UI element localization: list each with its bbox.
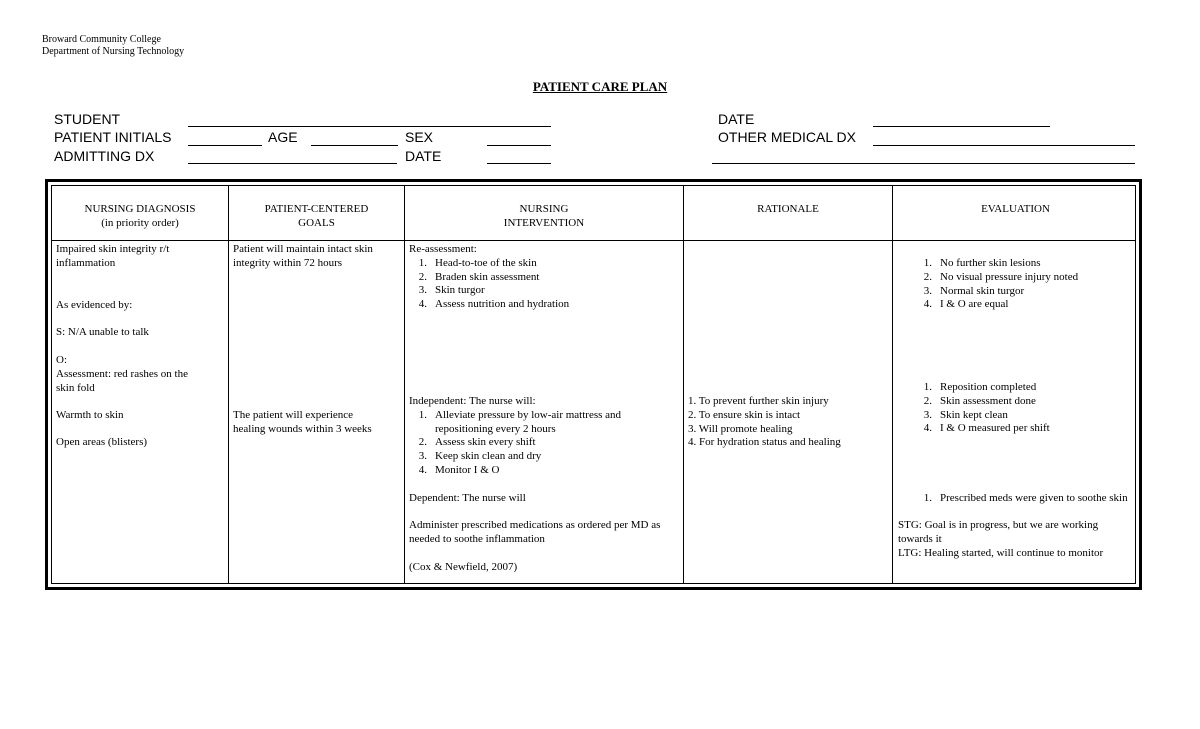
goal-2 bbox=[233, 409, 403, 437]
diagnosis-text: Impaired skin integrity r/t bbox=[56, 243, 170, 255]
dependent-label: Dependent: The nurse will bbox=[409, 492, 526, 504]
list-item-text: Skin turgor bbox=[435, 284, 485, 297]
rationale-cell bbox=[688, 395, 888, 450]
open-areas: Open areas (blisters) bbox=[56, 436, 148, 448]
column-divider bbox=[404, 186, 405, 583]
student-field[interactable] bbox=[188, 126, 551, 127]
list-item-text: Skin assessment done bbox=[940, 394, 1036, 407]
header-line: NURSING DIAGNOSIS bbox=[84, 203, 196, 215]
list-item: 3. Skin kept clean bbox=[923, 408, 1008, 421]
header-rationale: RATIONALE bbox=[757, 203, 819, 215]
patient-initials-field[interactable] bbox=[188, 145, 262, 146]
evaluation-list bbox=[918, 492, 1136, 506]
list-item: 2. Assess skin every shift bbox=[418, 436, 536, 449]
goal-text: healing wounds within 3 weeks bbox=[233, 422, 372, 435]
list-item: 1. Reposition completed bbox=[923, 381, 1037, 393]
rationale-item: 1. To prevent further skin injury bbox=[688, 395, 829, 407]
evaluation-list bbox=[918, 257, 1136, 312]
student-label: STUDENT bbox=[54, 111, 121, 127]
diagnosis-text: inflammation bbox=[56, 256, 116, 269]
list-item: 3. Normal skin turgor bbox=[923, 284, 1025, 297]
reassessment-list bbox=[413, 257, 679, 312]
list-item: 4. I & O are equal bbox=[923, 298, 1009, 311]
independent-block bbox=[409, 395, 679, 478]
header-line: (in priority order) bbox=[101, 217, 179, 229]
goal-text: integrity within 72 hours bbox=[233, 256, 343, 269]
header-intervention bbox=[405, 202, 683, 230]
list-item-text: Assess skin every shift bbox=[435, 436, 536, 449]
age-label: AGE bbox=[268, 129, 298, 145]
list-item: 1. Head-to-toe of the skin bbox=[418, 256, 537, 269]
goal-text: Patient will maintain intact skin bbox=[233, 243, 373, 255]
diagnosis-cell bbox=[56, 243, 226, 271]
warmth-to-skin: Warmth to skin bbox=[56, 409, 124, 421]
rationale-item: 2. To ensure skin is intact bbox=[688, 408, 801, 421]
independent-label: Independent: The nurse will: bbox=[409, 395, 536, 407]
header-line: INTERVENTION bbox=[503, 217, 585, 229]
care-plan-grid bbox=[51, 185, 1136, 584]
independent-list bbox=[413, 409, 661, 478]
list-item-text: Reposition completed bbox=[940, 381, 1037, 393]
list-item-text: Monitor I & O bbox=[435, 463, 500, 476]
list-item-text: No further skin lesions bbox=[940, 257, 1041, 269]
sex-label: SEX bbox=[405, 129, 434, 145]
evaluation-group-1 bbox=[918, 257, 1136, 312]
list-item-text: Prescribed meds were given to soothe skin bbox=[940, 492, 1128, 504]
evidenced-by: As evidenced by: bbox=[56, 299, 133, 311]
ltg-evaluation: LTG: Healing started, will continue to monitor bbox=[898, 547, 1104, 559]
list-item: 2. No visual pressure injury noted bbox=[923, 270, 1079, 283]
list-item: 3. Skin turgor bbox=[418, 284, 485, 297]
date-label: DATE bbox=[718, 111, 755, 127]
rationale-item: 4. For hydration status and healing bbox=[688, 436, 841, 449]
header-line: GOALS bbox=[298, 217, 335, 229]
header-line: NURSING bbox=[519, 203, 569, 215]
subjective-data: S: N/A unable to talk bbox=[56, 326, 149, 338]
list-item: 1. No further skin lesions bbox=[923, 257, 1041, 269]
list-item: 1. Alleviate pressure by low-air mattress and repositioning every 2 hours bbox=[418, 408, 622, 435]
objective-data bbox=[56, 354, 226, 395]
list-item-text: Assess nutrition and hydration bbox=[435, 298, 570, 311]
rationale-item: 3. Will promote healing bbox=[688, 422, 793, 435]
column-divider bbox=[228, 186, 229, 583]
age-field[interactable] bbox=[311, 145, 398, 146]
admitting-dx-field[interactable] bbox=[188, 163, 397, 164]
administer-medications: Administer prescribed medications as ordered per MD as needed to soothe inflammation bbox=[409, 519, 661, 545]
assessment-text: skin fold bbox=[56, 381, 95, 394]
evaluation-list bbox=[918, 381, 1136, 436]
list-item-text: Braden skin assessment bbox=[435, 270, 540, 283]
admit-date-label: DATE bbox=[405, 148, 442, 164]
list-item: 1. Prescribed meds were given to soothe skin bbox=[923, 492, 1128, 504]
evaluation-group-3 bbox=[918, 492, 1136, 506]
care-plan-table bbox=[45, 179, 1142, 590]
objective-label: O: bbox=[56, 354, 67, 366]
admit-date-field[interactable] bbox=[487, 163, 551, 164]
list-item-text: Keep skin clean and dry bbox=[435, 450, 542, 463]
list-item-text: Head-to-toe of the skin bbox=[435, 256, 537, 269]
department-name: Department of Nursing Technology bbox=[42, 46, 185, 57]
admitting-dx-label: ADMITTING DX bbox=[54, 148, 155, 164]
date-field[interactable] bbox=[873, 126, 1050, 127]
stg-evaluation: STG: Goal is in progress, but we are working towards it bbox=[898, 519, 1099, 545]
header-goals bbox=[229, 202, 404, 230]
goal-1 bbox=[233, 243, 403, 271]
other-medical-dx-label: OTHER MEDICAL DX bbox=[718, 129, 856, 145]
list-item: 2. Braden skin assessment bbox=[418, 270, 540, 283]
other-medical-dx-field[interactable] bbox=[873, 145, 1135, 146]
citation: (Cox & Newfield, 2007) bbox=[409, 561, 518, 573]
list-item: 4. I & O measured per shift bbox=[923, 422, 1050, 435]
list-item-text: Skin kept clean bbox=[940, 408, 1008, 421]
sex-field[interactable] bbox=[487, 145, 551, 146]
list-item-text: Alleviate pressure by low-air mattress and repositioning every 2 hours bbox=[435, 408, 622, 435]
list-item-text: I & O are equal bbox=[940, 298, 1009, 311]
reassessment-block bbox=[409, 243, 679, 312]
list-item: 4. Assess nutrition and hydration bbox=[418, 298, 570, 311]
college-name: Broward Community College bbox=[42, 34, 161, 45]
list-item-text: No visual pressure injury noted bbox=[940, 270, 1079, 283]
patient-initials-label: PATIENT INITIALS bbox=[54, 129, 172, 145]
goal-text: The patient will experience bbox=[233, 409, 354, 421]
assessment-text: Assessment: red rashes on the bbox=[56, 367, 188, 380]
list-item-text: Normal skin turgor bbox=[940, 284, 1025, 297]
page-title: PATIENT CARE PLAN bbox=[532, 79, 668, 94]
header-divider bbox=[52, 240, 1135, 241]
list-item-text: I & O measured per shift bbox=[940, 422, 1050, 435]
other-medical-dx-field-2[interactable] bbox=[712, 163, 1135, 164]
header-evaluation: EVALUATION bbox=[981, 203, 1050, 215]
header-line: PATIENT-CENTERED bbox=[264, 203, 369, 215]
column-divider bbox=[892, 186, 893, 583]
header-nursing-diagnosis bbox=[52, 202, 228, 230]
reassessment-label: Re-assessment: bbox=[409, 243, 477, 255]
institution-header bbox=[42, 34, 184, 58]
list-item: 4. Monitor I & O bbox=[418, 463, 500, 476]
evaluation-group-2 bbox=[918, 381, 1136, 436]
list-item: 3. Keep skin clean and dry bbox=[418, 450, 542, 463]
list-item: 2. Skin assessment done bbox=[923, 394, 1036, 407]
column-divider bbox=[683, 186, 684, 583]
